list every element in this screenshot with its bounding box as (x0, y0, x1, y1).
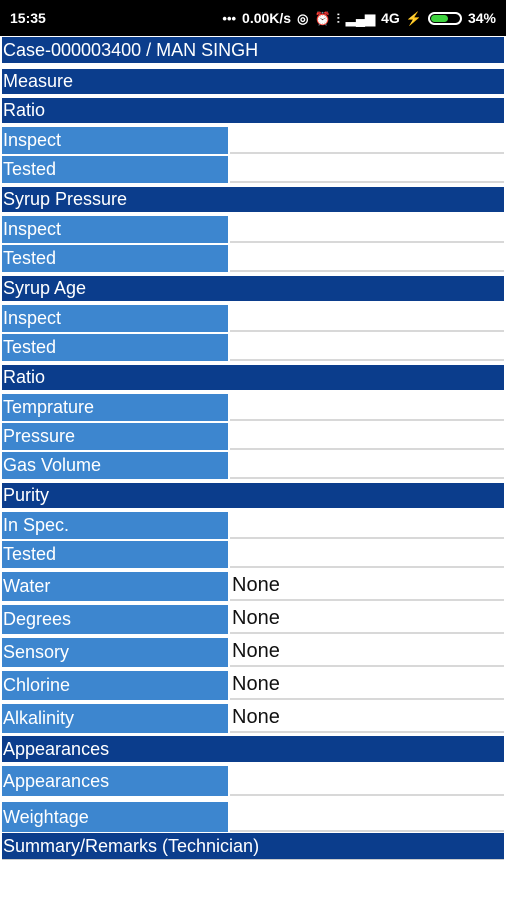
ratio-tested-field[interactable] (230, 156, 504, 183)
pressure-field[interactable] (230, 423, 504, 450)
degrees-field[interactable]: None (230, 605, 504, 634)
section-syrup-pressure: Syrup Pressure (2, 187, 504, 212)
syrup-age-inspect-field[interactable] (230, 305, 504, 332)
field-label: Inspect (2, 127, 228, 154)
network-speed: 0.00K/s (242, 10, 292, 26)
section-ratio: Ratio (2, 98, 504, 123)
section-ratio-2: Ratio (2, 365, 504, 390)
headset-icon: ◎ (297, 10, 309, 26)
field-row-pressure (2, 423, 504, 450)
syrup-pressure-inspect-field[interactable] (230, 216, 504, 243)
field-row-ratio-inspect (2, 127, 504, 154)
field-label: Water (2, 572, 228, 601)
field-row-syrup-pressure-inspect (2, 216, 504, 243)
field-label: Gas Volume (2, 452, 228, 479)
field-label: In Spec. (2, 512, 228, 539)
alarm-icon: ⏰ (314, 10, 331, 26)
syrup-age-tested-field[interactable] (230, 334, 504, 361)
field-row-alkalinity (2, 704, 504, 733)
status-time: 15:35 (10, 10, 46, 26)
field-label: Tested (2, 541, 228, 568)
field-label: Appearances (2, 766, 228, 796)
remarks-textarea[interactable] (2, 859, 504, 901)
field-row-water (2, 572, 504, 601)
appearances-field[interactable] (230, 766, 504, 796)
purity-tested-field[interactable] (230, 541, 504, 568)
charging-icon: ⚡ (405, 10, 422, 26)
field-row-in-spec (2, 512, 504, 539)
in-spec-field[interactable] (230, 512, 504, 539)
section-syrup-age: Syrup Age (2, 276, 504, 301)
field-label: Temprature (2, 394, 228, 421)
field-row-ratio-tested (2, 156, 504, 183)
syrup-pressure-tested-field[interactable] (230, 245, 504, 272)
vibrate-icon: ⫶ (336, 10, 340, 26)
field-label: Tested (2, 334, 228, 361)
more-dots-icon: ••• (222, 10, 237, 26)
battery-icon (428, 12, 462, 25)
case-title: Case-000003400 / MAN SINGH (2, 37, 504, 63)
sensory-field[interactable]: None (230, 638, 504, 667)
field-row-syrup-age-inspect (2, 305, 504, 332)
field-row-appearances (2, 766, 504, 796)
field-label: Degrees (2, 605, 228, 634)
battery-percent: 34% (467, 10, 496, 26)
field-row-sensory (2, 638, 504, 667)
field-row-gas-volume (2, 452, 504, 479)
field-label: Tested (2, 245, 228, 272)
field-label: Chlorine (2, 671, 228, 700)
water-field[interactable]: None (230, 572, 504, 601)
temprature-field[interactable] (230, 394, 504, 421)
field-label: Alkalinity (2, 704, 228, 733)
field-label: Tested (2, 156, 228, 183)
field-label: Weightage (2, 802, 228, 832)
status-icons (222, 10, 496, 26)
field-label: Sensory (2, 638, 228, 667)
alkalinity-field[interactable]: None (230, 704, 504, 733)
field-label: Inspect (2, 305, 228, 332)
field-row-purity-tested (2, 541, 504, 568)
field-row-syrup-pressure-tested (2, 245, 504, 272)
section-measure: Measure (2, 69, 504, 94)
field-row-temprature (2, 394, 504, 421)
ratio-inspect-field[interactable] (230, 127, 504, 154)
section-summary-remarks: Summary/Remarks (Technician) (2, 833, 504, 859)
section-appearances: Appearances (2, 736, 504, 762)
field-row-degrees (2, 605, 504, 634)
chlorine-field[interactable]: None (230, 671, 504, 700)
field-row-weightage (2, 802, 504, 832)
gas-volume-field[interactable] (230, 452, 504, 479)
status-bar (0, 0, 506, 36)
section-purity: Purity (2, 483, 504, 508)
signal-icon: ▂▄▆ (345, 10, 376, 26)
field-label: Pressure (2, 423, 228, 450)
field-row-chlorine (2, 671, 504, 700)
weightage-field[interactable] (230, 802, 504, 832)
network-type: 4G (381, 10, 400, 26)
field-row-syrup-age-tested (2, 334, 504, 361)
field-label: Inspect (2, 216, 228, 243)
